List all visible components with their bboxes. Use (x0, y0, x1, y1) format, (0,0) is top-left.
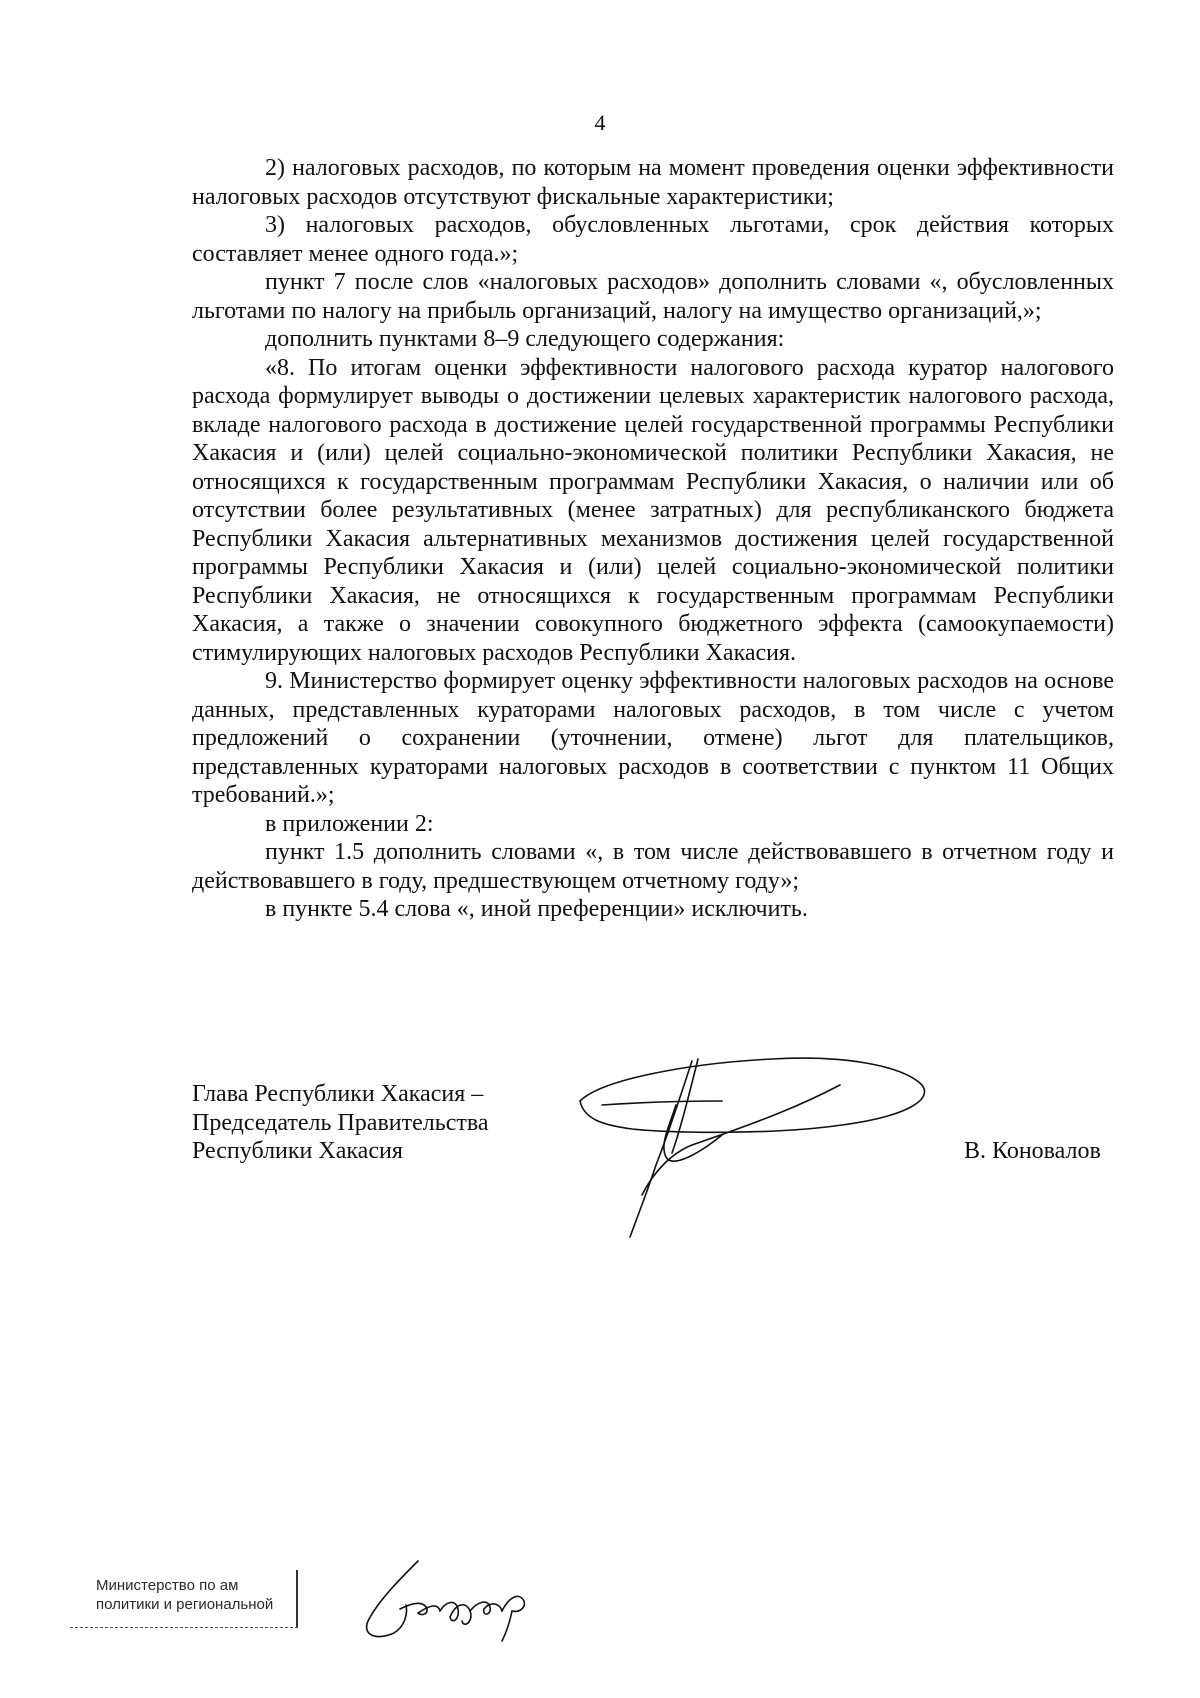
paragraph-4: дополнить пунктами 8–9 следующего содержания: (265, 326, 785, 352)
paragraph-6: 9. Министерство формирует оценку эффективности налоговых расходов на основе данных, представленных кураторами налоговых расходов, в том числе с учетом предложений о сохранении (уточнении, отмене) льгот для плательщиков, представленных кураторами налоговых расходов в соответствии с пунктом 11 Общих требований.»; (192, 668, 1114, 808)
paragraph-3: пункт 7 после слов «налоговых расходов» дополнить словами «, обусловленных льготами по налогу на прибыль организаций, налогу на имущество организаций,»; (192, 269, 1114, 324)
position-line: Председатель Правительства (192, 1109, 489, 1136)
handwritten-signature (572, 1045, 932, 1245)
paragraph-5: «8. По итогам оценки эффективности налогового расхода куратор налогового расхода формулирует выводы о достижении целевых характеристик налогового расхода, вкладе налогового расхода в достижение целей государственной программы Республики Хакасия и (или) целей социально-экономической политики Республики Хакасия, не относящихся к государственным программам Республики Хакасия, о наличии или об отсутствии более результативных (менее затратных) для республиканского бюджета Республики Хакасия альтернативных механизмов достижения целей государственной программы Республики Хакасия и (или) целей социально-экономической политики Республики Хакасия, не относящихся к государственным программам Республики Хакасия, а также о значении совокупного бюджетного эффекта (самоокупаемости) стимулирующих налоговых расходов Республики Хакасия. (192, 354, 1114, 666)
position-line: Глава Республики Хакасия – (192, 1081, 484, 1107)
approval-signature (360, 1555, 560, 1645)
signatory-position (192, 1080, 489, 1166)
approval-stamp (70, 1570, 298, 1628)
page-number: 4 (594, 110, 606, 135)
stamp-line: политики и региональной (96, 1596, 274, 1613)
paragraph-8: пункт 1.5 дополнить словами «, в том числе действовавшего в отчетном году и действовавшего в году, предшествующем отчетному году»; (192, 839, 1114, 894)
paragraph-1: 2) налоговых расходов, по которым на момент проведения оценки эффективности налоговых расходов отсутствуют фискальные характеристики; (192, 155, 1114, 210)
stamp-line: Министерство по ам (96, 1577, 239, 1594)
position-line: Республики Хакасия (192, 1138, 403, 1164)
paragraph-9: в пункте 5.4 слова «, иной преференции» исключить. (265, 896, 808, 922)
document-body (192, 154, 1114, 924)
paragraph-2: 3) налоговых расходов, обусловленных льготами, срок действия которых составляет менее одного года.»; (192, 212, 1114, 267)
signer-name: В. Коновалов (964, 1138, 1101, 1164)
paragraph-7: в приложении 2: (265, 810, 434, 837)
